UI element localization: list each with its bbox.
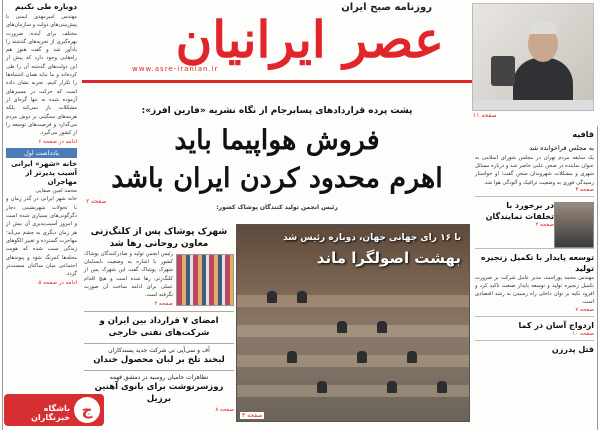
masthead-subtitle: روزنامه صبح ایران: [341, 2, 432, 13]
left-column-box-title: یادداشت اول: [6, 148, 77, 158]
left-column-author: محمد امین صفایی: [35, 188, 77, 195]
right-column-text-1: یک سابقه مردم تهران در مجلس شورای اسلامی به عنوان نماینده در صحن علنی حاضر شد و درباره مسائل شهری و مشکلات شهروندان سخن گفت؛ او خواستار رسیدگی فوری به وضعیت ترافیک و آلودگی هوا شد.: [475, 155, 594, 186]
right-column-head-2: در برخورد با تخلفات نمایندگان: [485, 200, 554, 221]
clothing-rack-photo: [176, 254, 234, 306]
left-column-headline-2: خانه «شهر» ایرانی آسیب پذیرتر از مهاجران: [11, 160, 77, 187]
right-column-more-2[interactable]: صفحه ۲: [535, 221, 554, 228]
main-headline-line-2: اهرم محدود کردن ایران باشد: [111, 163, 443, 194]
stamp-text: باشگاه خبرنگاران: [31, 404, 70, 422]
headline-kicker: پشت پرده قراردادهای پسابرجام از نگاه نشریه «فارین افرز»:: [141, 106, 413, 116]
right-column-head-1-sub: به مجلس فراخوانده شد: [529, 144, 594, 152]
middle-column-small-2: تظاهرات حامیان روسیه در دمشق فهمه: [109, 374, 209, 382]
news-club-stamp: [4, 394, 104, 426]
main-headline[interactable]: [84, 122, 470, 198]
right-column-text-3: مهندس محمد پوراحمد، مدیر عامل شرکت بر ضرورت تکمیل زنجیره تولید و توسعه پایدار صنعت تاکید کرد و افزود تکیه بر توان داخلی راه رسیدن به رشد اقتصادی است.: [475, 274, 594, 306]
banner-top: رئیس انجمن تولید کنندگان پوشاک کشور:: [216, 204, 338, 211]
left-column-title: دوباره طی نکنیم: [15, 2, 77, 11]
right-column-avatar: [554, 202, 594, 248]
right-column-head-1: قافیه: [572, 130, 594, 139]
middle-column-more-1[interactable]: صفحه ۲: [154, 301, 173, 308]
top-photo-man-at-podium: [472, 3, 594, 111]
masthead-divider: [82, 80, 472, 83]
right-column-head-4: ازدواج آسان در کما: [518, 320, 594, 330]
main-headline-line-1: فروش هواپیما باید: [174, 125, 380, 156]
main-photo-page-ref: صفحه ۴: [242, 412, 263, 419]
left-column-more-link[interactable]: ادامه در صفحه ۶: [38, 139, 77, 146]
middle-column-more-4[interactable]: صفحه ۸: [215, 407, 234, 414]
left-column: [2, 0, 80, 430]
middle-column-text-1: رئیس انجمن تولید و صادرکنندگان پوشاک کشور با اشاره به وضعیت نابسامان شهرک پوشاک گفت این شهرک پس از کلنگ‌زنی رها شده است و هیچ اقدام عملی برای ادامه ساخت آن صورت نگرفته است.: [84, 251, 173, 299]
left-column-more-link-2[interactable]: ادامه در صفحه ۵: [38, 280, 77, 287]
main-photo-council-session: [236, 224, 470, 422]
newspaper-logo: عصر ایرانیان: [175, 10, 444, 69]
masthead: [82, 0, 472, 88]
right-column-more-4[interactable]: صفحه ۱۰: [572, 330, 594, 337]
middle-column: [84, 226, 234, 426]
middle-column-small-1: آف و سی‌آپی تی شرکت جدید پسندکاران: [108, 347, 210, 355]
right-column-more-1[interactable]: صفحه ۳: [575, 186, 594, 193]
middle-column-head-2: امضای ۷ قرارداد بین ایران و شرکت‌های نفتی خارجی: [99, 316, 219, 339]
left-column-text: مهندس امیرمهدی ایمنی با پیش‌بینی‌های دولت و سازمان‌های مختلف برای آینده، ضرورت بهره‌گیری از تجربه‌های گذشته را یادآور شد و گفت هنوز هم راه‌هایی وجود دارد که پیش از این دولت‌های گذشته آن را طی کرده‌اند و ما نباید همان اشتباه‌ها را تکرار کنیم. تجربه نشان داده است که حرکت در مسیرهای آزموده شده نه تنها گره‌ای از مشکلات باز نمی‌کند بلکه هزینه‌های سنگینی بر دوش مردم می‌گذارد و فرصت‌های توسعه را از کشور می‌گیرد.: [6, 14, 77, 137]
right-column-head-3: توسعه پایدار با تکمیل زنجیره تولید: [480, 252, 594, 273]
club-logo-icon: ج: [74, 397, 100, 423]
headline-page-ref[interactable]: صفحه ۲: [86, 198, 107, 205]
right-column: [472, 126, 598, 430]
top-photo-page-ref: صفحه ۱۱: [473, 112, 497, 119]
middle-column-head-3: لبخند تلخ بر لبان محصول خندان: [93, 355, 225, 366]
middle-column-head-4: روزسرنوشت برای بانوی آهنین برزیل: [94, 382, 224, 405]
main-photo-caption-1: با ۱۶ رای جهانی جهان، دوباره رئیس شد: [283, 233, 461, 243]
masthead-url[interactable]: www.asre-iranian.ir: [132, 65, 219, 73]
right-column-more-3[interactable]: صفحه ۷: [575, 306, 594, 313]
main-photo-caption-2: بهشت اصولگرا ماند: [316, 249, 461, 267]
left-column-text-2: خانه شهر ایرانی در گذر زمان و با تحولات شهرنشینی دچار دگرگونی‌های بسیاری شده است و امروز آسیب‌پذیری آن بیش از هر زمان دیگری به چشم می‌آید؛ مهاجرت گسترده و تغییر الگوهای زندگی سبب شده که هویت محله‌ها کمرنگ شود و پیوندهای اجتماعی میان ساکنان سست‌تر گردد.: [6, 196, 77, 278]
right-column-head-5: قتل پدرزن: [551, 344, 594, 354]
middle-column-head-1: شهرک پوشاک پس از کلنگ‌زنی معاون روحانی رها شد: [90, 227, 228, 249]
